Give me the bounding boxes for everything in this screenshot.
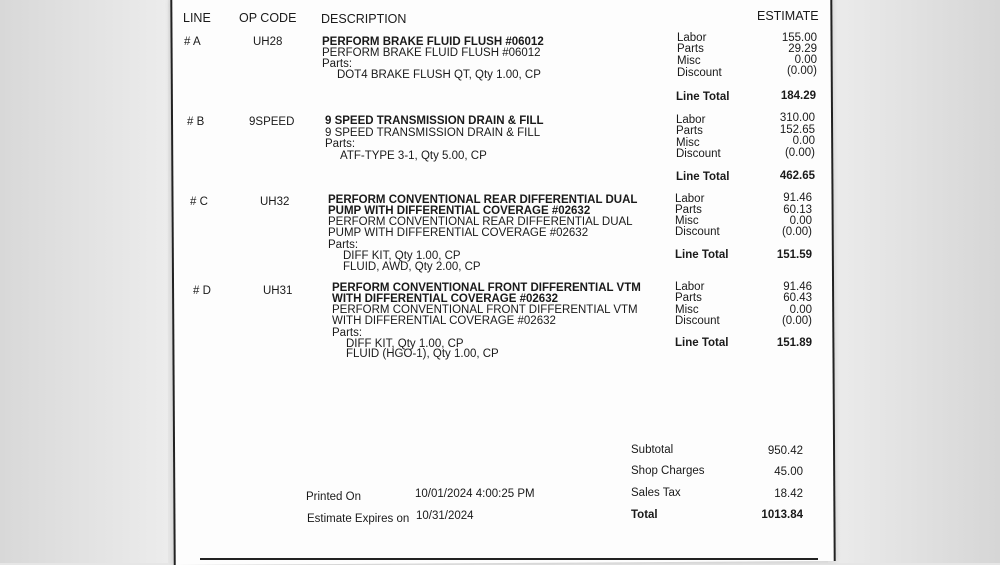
item-c-parts-heading: Parts: [328,239,359,251]
item-d-misc-label: Misc [675,304,699,316]
item-a-parts-heading: Parts: [322,58,353,70]
item-c-discount-label: Discount [675,226,720,238]
item-c-part-1: DIFF KIT, Qty 1.00, CP [343,250,461,262]
item-d-part-1: DIFF KIT, Qty 1.00, CP [346,338,464,350]
item-c-labor: 91.46 [783,192,812,204]
item-c-desc-1: PERFORM CONVENTIONAL REAR DIFFERENTIAL DUAL [328,216,633,228]
item-c-part-2: FLUID, AWD, Qty 2.00, CP [343,261,481,273]
background-right [828,0,1000,563]
item-c-line: # C [190,196,208,208]
item-c-discount: (0.00) [781,226,812,238]
background-left [0,0,168,563]
printed-on-value: 10/01/2024 4:00:25 PM [415,488,535,500]
item-c-misc-label: Misc [675,215,699,227]
item-d-labor: 91.46 [783,281,812,293]
paper-bottom-edge [200,558,818,560]
item-a-misc: 0.00 [794,54,817,66]
item-b-misc-label: Misc [676,137,700,149]
item-d-parts-heading: Parts: [332,327,363,339]
item-a-title: PERFORM BRAKE FLUID FLUSH #06012 [322,36,544,48]
item-d-parts-cost: 60.43 [783,292,812,304]
item-d-misc: 0.00 [789,304,812,316]
item-c-title-2: PUMP WITH DIFFERENTIAL COVERAGE #02632 [328,205,591,217]
item-d-desc-2: WITH DIFFERENTIAL COVERAGE #02632 [332,315,556,327]
item-c-parts-cost: 60.13 [783,204,812,216]
item-d-title-2: WITH DIFFERENTIAL COVERAGE #02632 [332,293,558,305]
sales-tax-label: Sales Tax [631,487,681,499]
subtotal-label: Subtotal [631,444,674,456]
total-label: Total [631,509,658,521]
shop-charges-value: 45.00 [774,466,803,478]
item-d-title-1: PERFORM CONVENTIONAL FRONT DIFFERENTIAL VTM [332,282,641,294]
header-line: LINE [183,11,211,25]
item-a-discount-label: Discount [677,67,722,79]
item-b-line: # B [187,116,205,128]
item-a-line-total-label: Line Total [676,91,730,103]
item-d-op-code: UH31 [263,285,293,297]
item-d-parts-label: Parts [675,292,702,304]
item-d-discount-label: Discount [675,315,720,327]
item-b-desc: 9 SPEED TRANSMISSION DRAIN & FILL [325,127,541,139]
item-a-discount: (0.00) [786,65,817,77]
item-b-labor: 310.00 [779,112,815,124]
item-d-part-2: FLUID (HGO-1), Qty 1.00, CP [346,348,499,360]
item-d-discount: (0.00) [781,315,812,327]
item-b-discount-label: Discount [676,148,721,160]
item-b-misc: 0.00 [792,135,815,147]
item-a-part-1: DOT4 BRAKE FLUSH QT, Qty 1.00, CP [337,69,541,81]
item-d-line: # D [193,285,211,297]
item-d-desc-1: PERFORM CONVENTIONAL FRONT DIFFERENTIAL VTM [332,304,638,316]
item-b-line-total: 462.65 [779,170,815,182]
item-b-op-code: 9SPEED [249,116,295,128]
item-a-op-code: UH28 [253,36,283,48]
item-a-misc-label: Misc [677,55,701,67]
shop-charges-label: Shop Charges [631,465,705,477]
item-a-line-total: 184.29 [780,90,816,102]
item-b-title: 9 SPEED TRANSMISSION DRAIN & FILL [325,115,544,127]
item-b-part-1: ATF-TYPE 3-1, Qty 5.00, CP [340,150,487,162]
item-b-line-total-label: Line Total [676,171,730,183]
header-estimate: ESTIMATE [757,9,819,23]
item-c-title-1: PERFORM CONVENTIONAL REAR DIFFERENTIAL DUAL [328,194,638,206]
item-c-line-total-label: Line Total [675,249,729,261]
item-b-parts-label: Parts [676,125,703,137]
item-d-line-total: 151.89 [776,337,812,349]
item-a-parts-cost: 29.29 [788,43,817,55]
item-a-line: # A [184,36,201,48]
item-c-op-code: UH32 [260,196,290,208]
item-d-line-total-label: Line Total [675,337,729,349]
item-d-labor-label: Labor [675,281,705,293]
item-b-parts-heading: Parts: [325,138,356,150]
expires-value: 10/31/2024 [416,510,474,522]
item-a-parts-label: Parts [677,43,704,55]
expires-label: Estimate Expires on [307,513,410,525]
header-description: DESCRIPTION [321,12,407,26]
header-op-code: OP CODE [239,11,297,25]
item-b-discount: (0.00) [784,147,815,159]
item-c-parts-label: Parts [675,204,702,216]
item-a-labor: 155.00 [781,32,817,44]
subtotal-value: 950.42 [767,445,803,457]
printed-on-label: Printed On [306,491,361,503]
item-c-labor-label: Labor [675,193,705,205]
total-value: 1013.84 [761,509,803,521]
sales-tax-value: 18.42 [774,488,803,500]
item-b-parts-cost: 152.65 [779,124,815,136]
item-a-desc: PERFORM BRAKE FLUID FLUSH #06012 [322,47,541,59]
item-c-line-total: 151.59 [776,249,812,261]
item-c-misc: 0.00 [789,215,812,227]
item-a-labor-label: Labor [677,32,707,44]
item-c-desc-2: PUMP WITH DIFFERENTIAL COVERAGE #02632 [328,227,589,239]
item-b-labor-label: Labor [676,114,706,126]
